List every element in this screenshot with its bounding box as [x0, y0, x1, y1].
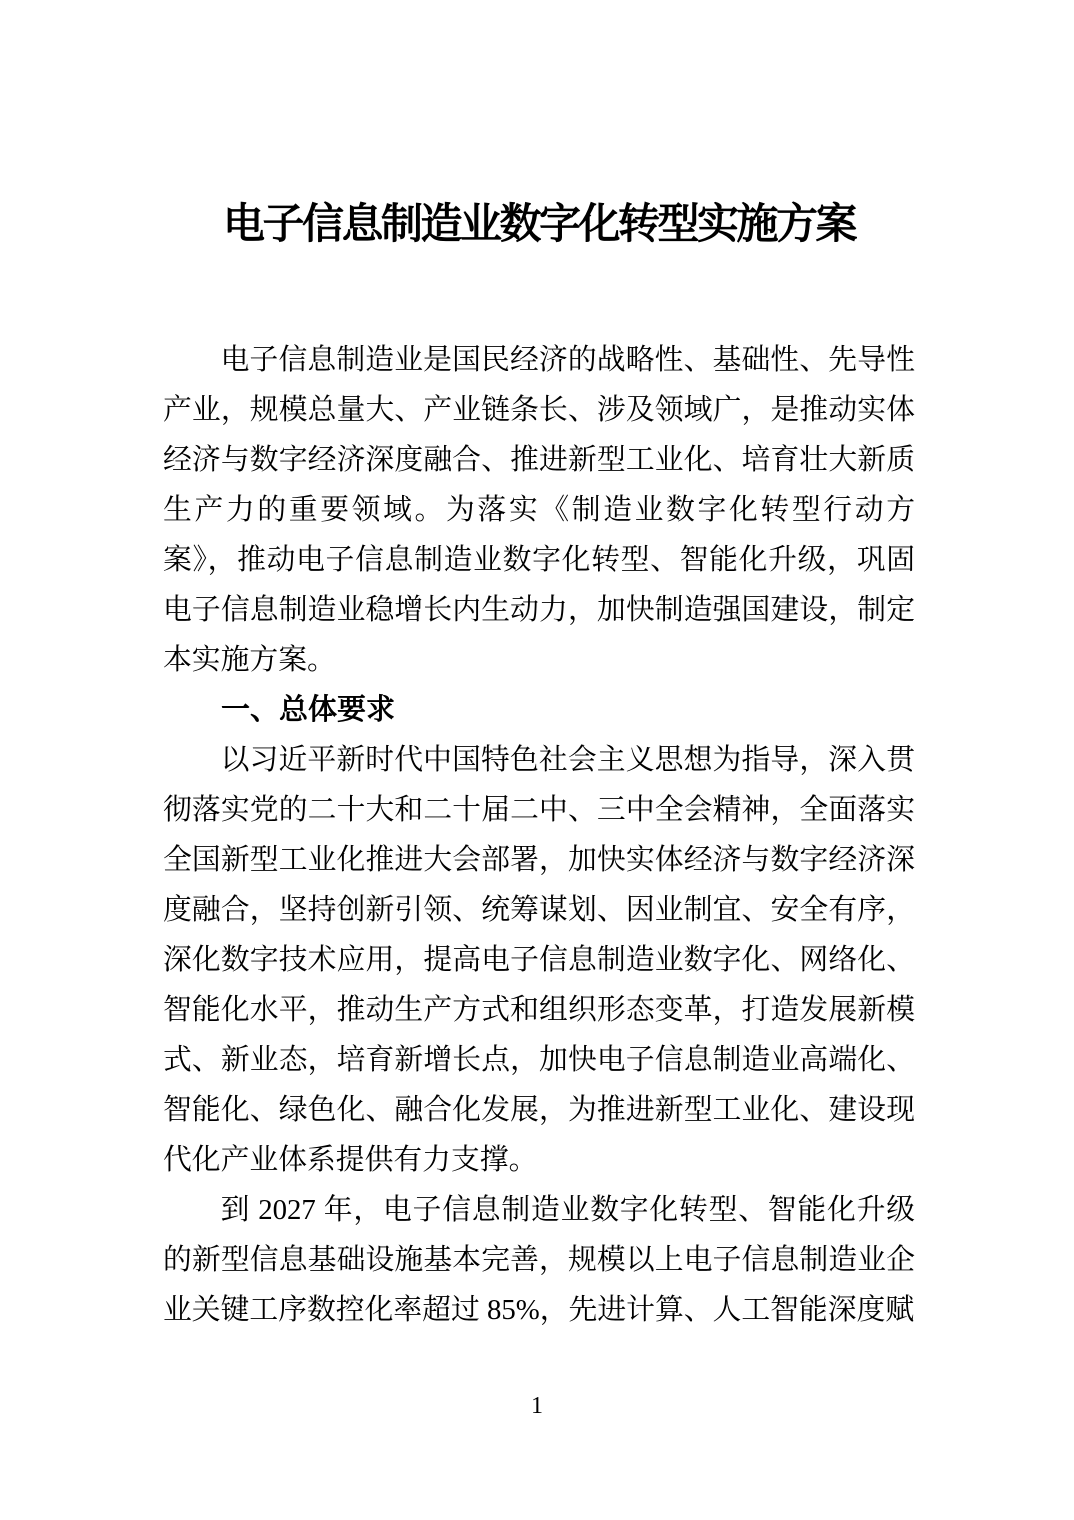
paragraph-guiding-ideology: 以习近平新时代中国特色社会主义思想为指导，深入贯彻落实党的二十大和二十届二中、三中全会精神，全面落实全国新型工业化推进大会部署，加快实体经济与数字经济深度融合，坚持创新引领、统筹谋划、因业制宜、安全有序，深化数字技术应用，提高电子信息制造业数字化、网络化、智能化水平，推动生产方式和组织形态变革，打造发展新模式、新业态，培育新增长点，加快电子信息制造业高端化、智能化、绿色化、融合化发展，为推进新型工业化、建设现代化产业体系提供有力支撑。 [163, 744, 915, 1176]
document-body [163, 335, 915, 1335]
document-title: 电子信息制造业数字化转型实施方案 [222, 202, 855, 248]
page-number: 1 [531, 1393, 543, 1419]
paragraph-intro: 电子信息制造业是国民经济的战略性、基础性、先导性产业，规模总量大、产业链条长、涉及领域广，是推动实体经济与数字经济深度融合、推进新型工业化、培育壮大新质生产力的重要领域。为落实《制造业数字化转型行动方案》，推动电子信息制造业数字化转型、智能化升级，巩固电子信息制造业稳增长内生动力，加快制造强国建设，制定本实施方案。 [163, 344, 915, 676]
paragraph-goals-2027: 到 2027 年，电子信息制造业数字化转型、智能化升级的新型信息基础设施基本完善，规模以上电子信息制造业企业关键工序数控化率超过 85%，先进计算、人工智能深度赋 [163, 1194, 915, 1326]
page-content [163, 0, 915, 1335]
section-heading-overall-requirements: 一、总体要求 [221, 694, 396, 726]
